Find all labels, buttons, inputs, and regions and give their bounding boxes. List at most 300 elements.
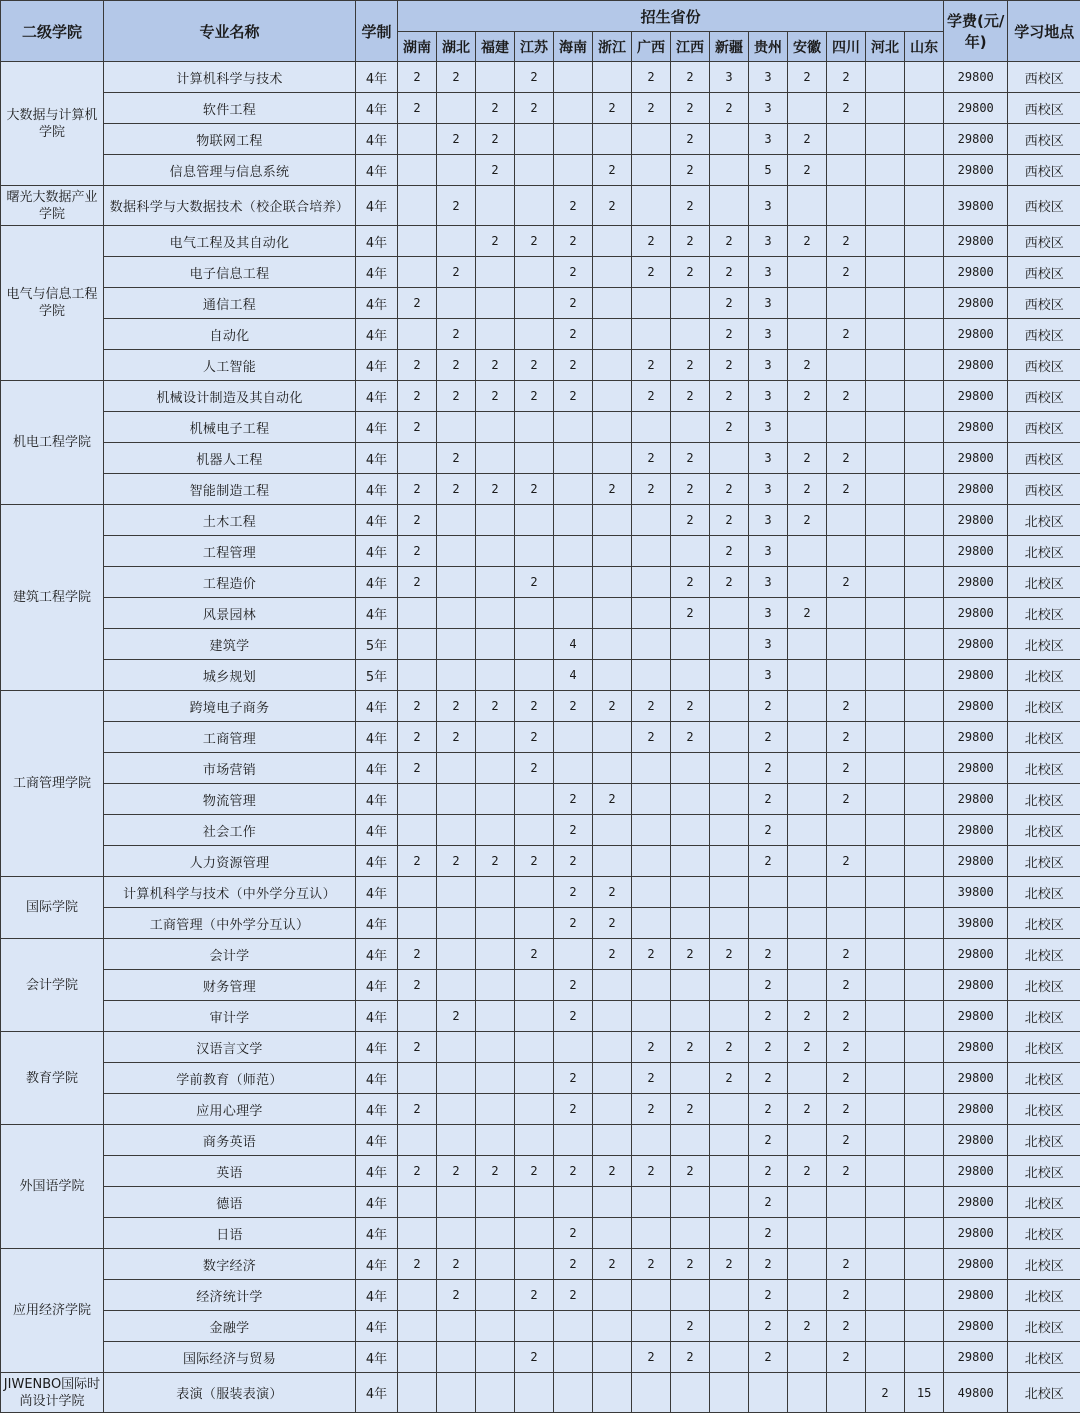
quota-cell: 2 <box>398 939 437 970</box>
quota-cell <box>593 536 632 567</box>
quota-cell <box>788 1063 827 1094</box>
quota-cell <box>710 1156 749 1187</box>
duration-cell: 4年 <box>356 1094 398 1125</box>
fee-cell: 29800 <box>944 381 1008 412</box>
quota-cell <box>437 815 476 846</box>
quota-cell: 2 <box>827 1001 866 1032</box>
header-duration: 学制 <box>356 1 398 62</box>
duration-cell: 4年 <box>356 1125 398 1156</box>
header-major: 专业名称 <box>104 1 356 62</box>
quota-cell <box>398 877 437 908</box>
quota-cell <box>554 1311 593 1342</box>
quota-cell <box>710 908 749 939</box>
quota-cell: 2 <box>437 1280 476 1311</box>
fee-cell: 29800 <box>944 474 1008 505</box>
quota-cell: 2 <box>710 350 749 381</box>
location-cell: 西校区 <box>1008 319 1080 350</box>
quota-cell <box>515 1001 554 1032</box>
quota-cell <box>710 1311 749 1342</box>
quota-cell <box>710 124 749 155</box>
quota-cell <box>398 815 437 846</box>
quota-cell: 2 <box>398 1156 437 1187</box>
quota-cell: 2 <box>554 381 593 412</box>
quota-cell: 2 <box>671 567 710 598</box>
quota-cell <box>593 381 632 412</box>
quota-cell <box>476 1063 515 1094</box>
quota-cell <box>866 1249 905 1280</box>
quota-cell: 2 <box>671 93 710 124</box>
table-row <box>1 350 1080 381</box>
table-row <box>1 93 1080 124</box>
quota-cell <box>827 908 866 939</box>
fee-cell: 29800 <box>944 505 1008 536</box>
quota-cell <box>554 1373 593 1413</box>
major-name: 物流管理 <box>104 784 356 815</box>
quota-cell <box>593 1280 632 1311</box>
quota-cell <box>398 226 437 257</box>
major-name: 数字经济 <box>104 1249 356 1280</box>
header-province: 新疆 <box>710 32 749 62</box>
quota-cell <box>515 629 554 660</box>
table-row <box>1 877 1080 908</box>
quota-cell: 2 <box>437 257 476 288</box>
quota-cell: 2 <box>710 536 749 567</box>
quota-cell <box>905 1218 944 1249</box>
quota-cell <box>671 908 710 939</box>
quota-cell <box>905 319 944 350</box>
quota-cell: 2 <box>671 443 710 474</box>
quota-cell <box>515 970 554 1001</box>
quota-cell <box>437 970 476 1001</box>
table-row <box>1 567 1080 598</box>
table-row <box>1 1249 1080 1280</box>
quota-cell <box>866 908 905 939</box>
quota-cell <box>866 970 905 1001</box>
quota-cell <box>476 443 515 474</box>
quota-cell <box>866 1311 905 1342</box>
table-row <box>1 598 1080 629</box>
fee-cell: 39800 <box>944 908 1008 939</box>
quota-cell: 2 <box>749 1342 788 1373</box>
quota-cell: 2 <box>398 1032 437 1063</box>
quota-cell <box>632 536 671 567</box>
table-row <box>1 412 1080 443</box>
quota-cell <box>476 970 515 1001</box>
quota-cell <box>710 598 749 629</box>
quota-cell <box>437 1187 476 1218</box>
quota-cell <box>905 908 944 939</box>
quota-cell: 3 <box>749 288 788 319</box>
quota-cell: 2 <box>398 505 437 536</box>
major-name: 表演（服装表演） <box>104 1373 356 1413</box>
quota-cell: 2 <box>788 505 827 536</box>
quota-cell: 2 <box>866 1373 905 1413</box>
quota-cell <box>632 505 671 536</box>
quota-cell <box>515 1032 554 1063</box>
quota-cell <box>476 1001 515 1032</box>
quota-cell: 2 <box>515 753 554 784</box>
quota-cell: 2 <box>398 753 437 784</box>
quota-cell: 2 <box>671 350 710 381</box>
quota-cell <box>593 226 632 257</box>
quota-cell: 2 <box>476 226 515 257</box>
quota-cell: 2 <box>398 381 437 412</box>
quota-cell <box>515 877 554 908</box>
quota-cell: 2 <box>749 1094 788 1125</box>
quota-cell <box>710 1218 749 1249</box>
location-cell: 北校区 <box>1008 1311 1080 1342</box>
quota-cell: 2 <box>593 908 632 939</box>
quota-cell <box>476 1373 515 1413</box>
quota-cell <box>827 660 866 691</box>
quota-cell <box>866 691 905 722</box>
table-row <box>1 155 1080 186</box>
quota-cell: 2 <box>671 505 710 536</box>
quota-cell: 2 <box>749 1280 788 1311</box>
quota-cell <box>827 536 866 567</box>
quota-cell <box>515 257 554 288</box>
quota-cell: 2 <box>788 443 827 474</box>
quota-cell: 2 <box>554 877 593 908</box>
quota-cell <box>866 753 905 784</box>
quota-cell: 2 <box>671 124 710 155</box>
major-name: 社会工作 <box>104 815 356 846</box>
quota-cell: 2 <box>827 939 866 970</box>
header-province: 安徽 <box>788 32 827 62</box>
quota-cell <box>827 505 866 536</box>
table-row <box>1 1311 1080 1342</box>
college-name: 教育学院 <box>1 1032 104 1125</box>
location-cell: 北校区 <box>1008 970 1080 1001</box>
quota-cell: 2 <box>671 62 710 93</box>
fee-cell: 29800 <box>944 1187 1008 1218</box>
quota-cell: 2 <box>632 691 671 722</box>
quota-cell: 3 <box>749 319 788 350</box>
quota-cell <box>593 846 632 877</box>
quota-cell <box>905 1063 944 1094</box>
quota-cell <box>788 815 827 846</box>
quota-cell: 3 <box>749 536 788 567</box>
location-cell: 西校区 <box>1008 155 1080 186</box>
table-row <box>1 753 1080 784</box>
major-name: 工商管理（中外学分互认） <box>104 908 356 939</box>
quota-cell <box>398 1280 437 1311</box>
major-name: 商务英语 <box>104 1125 356 1156</box>
major-name: 数据科学与大数据技术（校企联合培养） <box>104 186 356 226</box>
quota-cell: 2 <box>476 93 515 124</box>
quota-cell: 2 <box>398 474 437 505</box>
quota-cell <box>632 629 671 660</box>
quota-cell <box>632 1280 671 1311</box>
quota-cell: 2 <box>398 536 437 567</box>
quota-cell: 2 <box>671 186 710 226</box>
quota-cell <box>710 1280 749 1311</box>
quota-cell <box>593 722 632 753</box>
table-row <box>1 846 1080 877</box>
fee-cell: 29800 <box>944 443 1008 474</box>
quota-cell <box>788 257 827 288</box>
quota-cell <box>632 1125 671 1156</box>
location-cell: 北校区 <box>1008 567 1080 598</box>
quota-cell <box>437 288 476 319</box>
quota-cell <box>866 1032 905 1063</box>
quota-cell: 2 <box>632 350 671 381</box>
quota-cell <box>476 660 515 691</box>
quota-cell: 2 <box>788 1094 827 1125</box>
quota-cell <box>671 1063 710 1094</box>
quota-cell <box>554 1125 593 1156</box>
quota-cell <box>671 536 710 567</box>
location-cell: 北校区 <box>1008 598 1080 629</box>
quota-cell <box>398 1187 437 1218</box>
fee-cell: 29800 <box>944 536 1008 567</box>
quota-cell: 2 <box>710 474 749 505</box>
major-name: 物联网工程 <box>104 124 356 155</box>
quota-cell <box>788 1373 827 1413</box>
quota-cell <box>827 124 866 155</box>
quota-cell: 2 <box>671 1249 710 1280</box>
quota-cell <box>437 784 476 815</box>
duration-cell: 4年 <box>356 691 398 722</box>
quota-cell: 2 <box>827 319 866 350</box>
quota-cell <box>398 443 437 474</box>
quota-cell: 3 <box>749 598 788 629</box>
quota-cell <box>593 629 632 660</box>
location-cell: 北校区 <box>1008 753 1080 784</box>
quota-cell <box>710 660 749 691</box>
quota-cell <box>905 1342 944 1373</box>
quota-cell <box>515 1373 554 1413</box>
duration-cell: 4年 <box>356 155 398 186</box>
quota-cell: 2 <box>554 257 593 288</box>
quota-cell <box>476 62 515 93</box>
quota-cell <box>788 970 827 1001</box>
duration-cell: 5年 <box>356 660 398 691</box>
quota-cell <box>437 753 476 784</box>
quota-cell: 2 <box>710 288 749 319</box>
quota-cell: 2 <box>788 155 827 186</box>
quota-cell: 2 <box>710 257 749 288</box>
location-cell: 西校区 <box>1008 186 1080 226</box>
quota-cell: 2 <box>632 939 671 970</box>
quota-cell <box>866 155 905 186</box>
quota-cell: 2 <box>632 1249 671 1280</box>
quota-cell <box>710 722 749 753</box>
quota-cell <box>515 443 554 474</box>
quota-cell <box>827 1187 866 1218</box>
quota-cell <box>749 877 788 908</box>
major-name: 市场营销 <box>104 753 356 784</box>
quota-cell: 2 <box>827 970 866 1001</box>
quota-cell: 2 <box>398 93 437 124</box>
quota-cell <box>515 186 554 226</box>
quota-cell: 2 <box>593 155 632 186</box>
major-name: 经济统计学 <box>104 1280 356 1311</box>
quota-cell <box>398 1342 437 1373</box>
quota-cell <box>671 1125 710 1156</box>
quota-cell <box>437 1094 476 1125</box>
quota-cell: 2 <box>710 567 749 598</box>
quota-cell <box>398 319 437 350</box>
college-name: JIWENBO国际时尚设计学院 <box>1 1373 104 1413</box>
quota-cell: 2 <box>554 1249 593 1280</box>
table-row <box>1 536 1080 567</box>
major-name: 审计学 <box>104 1001 356 1032</box>
major-name: 金融学 <box>104 1311 356 1342</box>
quota-cell: 2 <box>554 288 593 319</box>
quota-cell <box>593 443 632 474</box>
header-province: 湖北 <box>437 32 476 62</box>
quota-cell <box>632 1311 671 1342</box>
quota-cell <box>554 722 593 753</box>
quota-cell <box>866 784 905 815</box>
fee-cell: 29800 <box>944 1032 1008 1063</box>
quota-cell <box>515 1125 554 1156</box>
location-cell: 北校区 <box>1008 1063 1080 1094</box>
quota-cell: 2 <box>827 784 866 815</box>
quota-cell <box>866 288 905 319</box>
fee-cell: 29800 <box>944 1249 1008 1280</box>
table-row <box>1 660 1080 691</box>
quota-cell <box>710 1001 749 1032</box>
quota-cell: 2 <box>632 1342 671 1373</box>
quota-cell <box>671 970 710 1001</box>
quota-cell <box>866 877 905 908</box>
quota-cell <box>593 412 632 443</box>
quota-cell <box>827 350 866 381</box>
quota-cell <box>671 1373 710 1413</box>
quota-cell <box>827 186 866 226</box>
quota-cell <box>671 660 710 691</box>
quota-cell: 2 <box>710 381 749 412</box>
duration-cell: 4年 <box>356 1280 398 1311</box>
quota-cell: 5 <box>749 155 788 186</box>
fee-cell: 29800 <box>944 1063 1008 1094</box>
location-cell: 北校区 <box>1008 1094 1080 1125</box>
quota-cell <box>866 1187 905 1218</box>
quota-cell <box>437 1063 476 1094</box>
quota-cell: 3 <box>749 629 788 660</box>
duration-cell: 4年 <box>356 124 398 155</box>
quota-cell: 2 <box>632 93 671 124</box>
college-name: 国际学院 <box>1 877 104 939</box>
quota-cell <box>710 1342 749 1373</box>
header-province: 福建 <box>476 32 515 62</box>
quota-cell <box>788 1218 827 1249</box>
college-name: 大数据与计算机学院 <box>1 62 104 186</box>
major-name: 电气工程及其自动化 <box>104 226 356 257</box>
quota-cell <box>593 288 632 319</box>
quota-cell <box>788 536 827 567</box>
quota-cell <box>905 1280 944 1311</box>
fee-cell: 29800 <box>944 846 1008 877</box>
quota-cell <box>671 1001 710 1032</box>
quota-cell <box>593 1125 632 1156</box>
duration-cell: 4年 <box>356 1063 398 1094</box>
major-name: 建筑学 <box>104 629 356 660</box>
quota-cell <box>593 1032 632 1063</box>
duration-cell: 4年 <box>356 319 398 350</box>
quota-cell <box>866 350 905 381</box>
quota-cell <box>554 536 593 567</box>
fee-cell: 29800 <box>944 412 1008 443</box>
table-row <box>1 1187 1080 1218</box>
fee-cell: 29800 <box>944 62 1008 93</box>
quota-cell: 2 <box>476 846 515 877</box>
quota-cell: 2 <box>749 722 788 753</box>
quota-cell: 2 <box>593 186 632 226</box>
quota-cell <box>632 660 671 691</box>
quota-cell: 2 <box>398 970 437 1001</box>
quota-cell <box>515 412 554 443</box>
quota-cell: 2 <box>554 350 593 381</box>
header-province: 广西 <box>632 32 671 62</box>
quota-cell <box>437 1311 476 1342</box>
quota-cell: 2 <box>788 124 827 155</box>
quota-cell <box>788 753 827 784</box>
quota-cell: 3 <box>749 226 788 257</box>
duration-cell: 4年 <box>356 784 398 815</box>
quota-cell: 2 <box>476 691 515 722</box>
quota-cell <box>671 288 710 319</box>
quota-cell: 2 <box>671 381 710 412</box>
fee-cell: 29800 <box>944 319 1008 350</box>
quota-cell <box>788 93 827 124</box>
location-cell: 北校区 <box>1008 1156 1080 1187</box>
quota-cell <box>554 753 593 784</box>
location-cell: 北校区 <box>1008 1218 1080 1249</box>
table-row <box>1 319 1080 350</box>
fee-cell: 29800 <box>944 722 1008 753</box>
quota-cell: 2 <box>437 1249 476 1280</box>
quota-cell: 2 <box>710 505 749 536</box>
quota-cell: 2 <box>827 474 866 505</box>
major-name: 城乡规划 <box>104 660 356 691</box>
quota-cell <box>710 753 749 784</box>
quota-cell: 2 <box>827 93 866 124</box>
quota-cell: 2 <box>749 939 788 970</box>
quota-cell: 2 <box>437 350 476 381</box>
quota-cell <box>476 288 515 319</box>
quota-cell <box>866 939 905 970</box>
quota-cell: 2 <box>827 691 866 722</box>
quota-cell <box>515 1311 554 1342</box>
college-name: 外国语学院 <box>1 1125 104 1249</box>
quota-cell <box>515 1249 554 1280</box>
quota-cell <box>788 1342 827 1373</box>
fee-cell: 29800 <box>944 1001 1008 1032</box>
quota-cell: 2 <box>593 93 632 124</box>
quota-cell: 15 <box>905 1373 944 1413</box>
quota-cell: 2 <box>398 350 437 381</box>
quota-cell: 2 <box>515 226 554 257</box>
quota-cell <box>398 1218 437 1249</box>
quota-cell <box>632 1218 671 1249</box>
quota-cell <box>515 660 554 691</box>
quota-cell <box>866 1156 905 1187</box>
quota-cell: 2 <box>710 319 749 350</box>
quota-cell <box>905 939 944 970</box>
duration-cell: 4年 <box>356 412 398 443</box>
fee-cell: 29800 <box>944 660 1008 691</box>
quota-cell <box>827 877 866 908</box>
quota-cell: 2 <box>515 1156 554 1187</box>
location-cell: 西校区 <box>1008 124 1080 155</box>
quota-cell: 2 <box>554 846 593 877</box>
location-cell: 北校区 <box>1008 908 1080 939</box>
header-fee: 学费(元/年) <box>944 1 1008 62</box>
quota-cell <box>866 1218 905 1249</box>
